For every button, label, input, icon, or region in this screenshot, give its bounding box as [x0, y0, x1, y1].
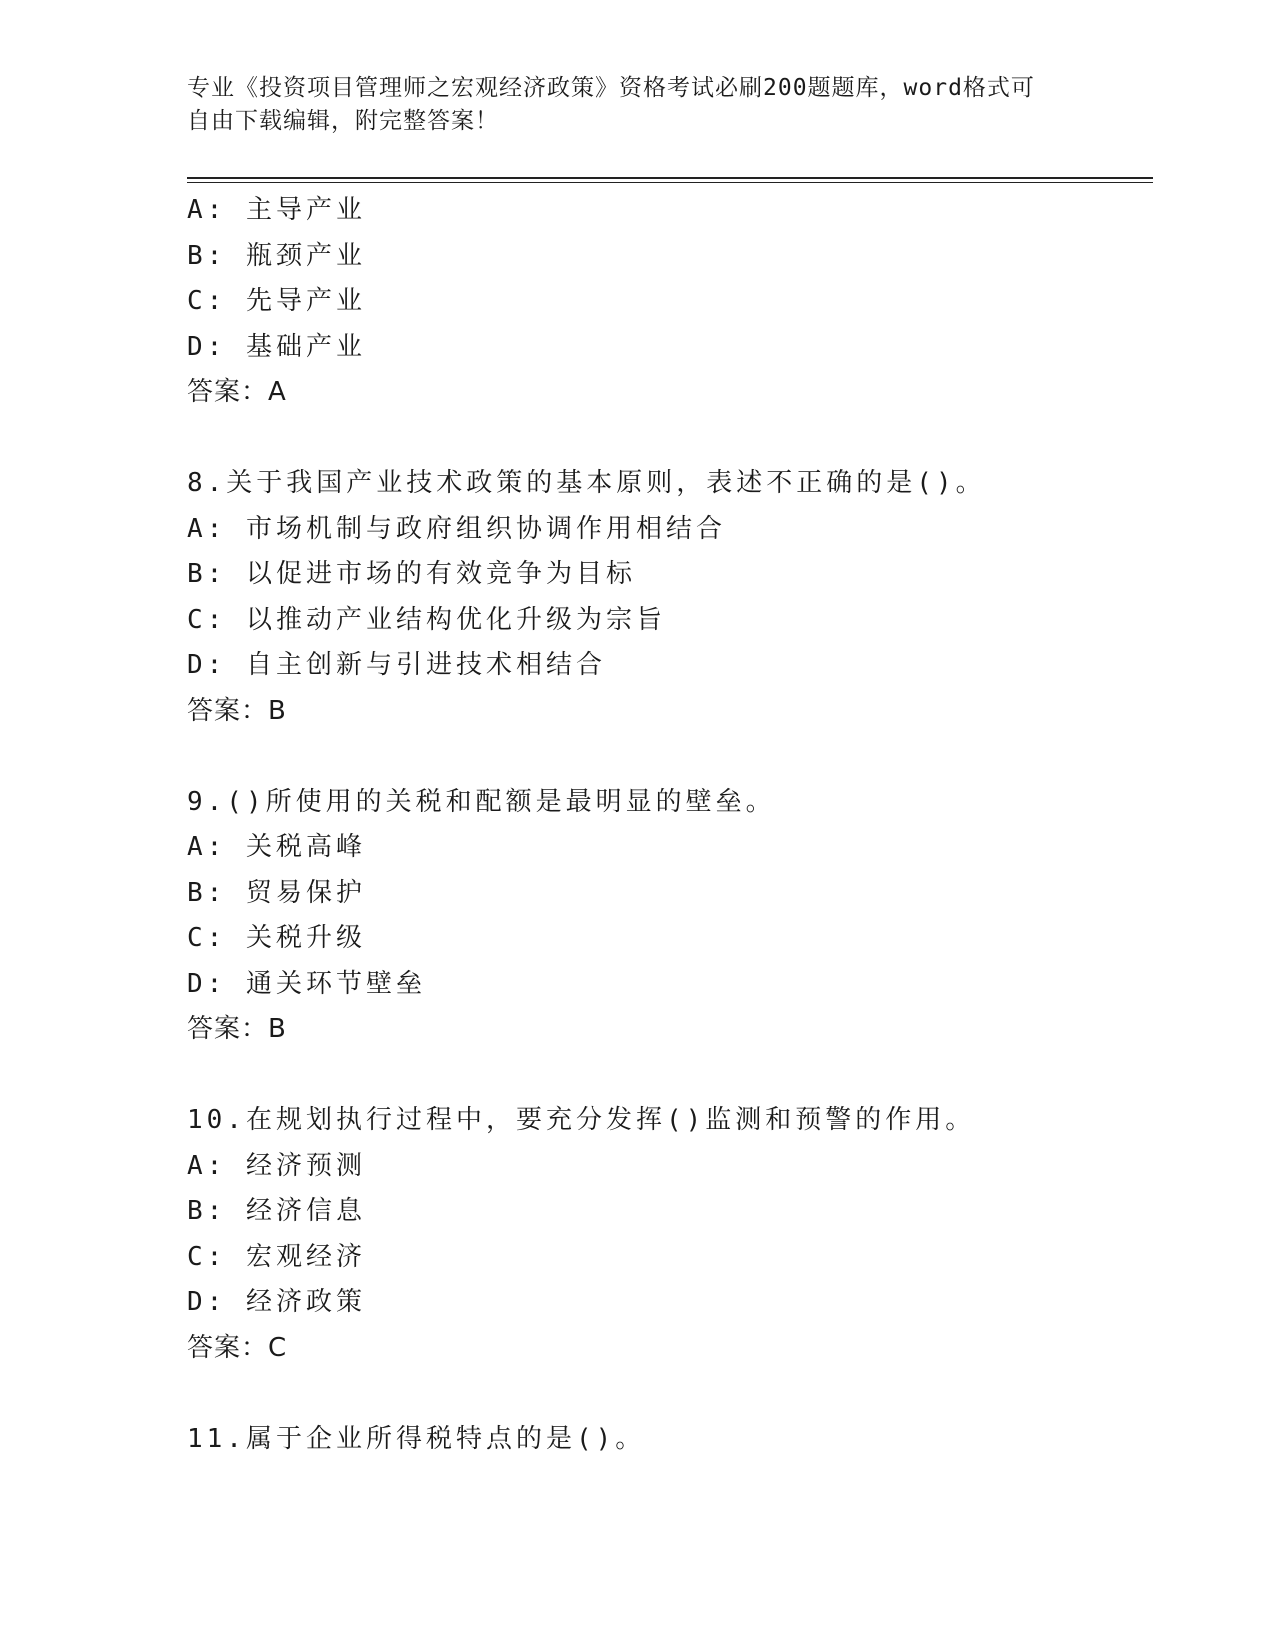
option-b: B: 贸易保护 [187, 877, 366, 908]
option-d: D: 通关环节壁垒 [187, 968, 426, 999]
question-10 [187, 1098, 1147, 1371]
question-list [187, 188, 1147, 1462]
option-b: B: 瓶颈产业 [187, 240, 366, 271]
question-11 [187, 1417, 1147, 1463]
spacer [187, 734, 1147, 780]
question-text: 11.属于企业所得税特点的是()。 [187, 1423, 646, 1454]
option-b: B: 以促进市场的有效竞争为目标 [187, 559, 636, 589]
answer: 答案：A [187, 377, 287, 407]
question-text: 10.在规划执行过程中，要充分发挥()监测和预警的作用。 [187, 1105, 976, 1135]
option-d: D: 经济政策 [187, 1287, 366, 1317]
header-line-2: 自由下载编辑，附完整答案！ [187, 108, 499, 134]
option-b: B: 经济信息 [187, 1196, 366, 1226]
option-c: C: 以推动产业结构优化升级为宗旨 [187, 604, 666, 635]
header-divider-thin [187, 182, 1153, 183]
option-a: A: 主导产业 [187, 195, 366, 225]
option-c: C: 宏观经济 [187, 1241, 366, 1272]
spacer [187, 1053, 1147, 1099]
option-c: C: 先导产业 [187, 286, 366, 316]
document-header [187, 72, 1067, 138]
option-a: A: 关税高峰 [187, 832, 366, 862]
option-d: D: 基础产业 [187, 331, 366, 362]
option-a: A: 市场机制与政府组织协调作用相结合 [187, 513, 726, 544]
question-7 [187, 188, 1147, 416]
answer: 答案：B [187, 1014, 287, 1044]
option-a: A: 经济预测 [187, 1150, 366, 1181]
spacer [187, 416, 1147, 462]
answer: 答案：B [187, 695, 287, 726]
answer: 答案：C [187, 1332, 288, 1363]
question-9 [187, 780, 1147, 1053]
option-d: D: 自主创新与引进技术相结合 [187, 650, 606, 680]
option-c: C: 关税升级 [187, 923, 366, 953]
question-8 [187, 461, 1147, 734]
header-line-1: 专业《投资项目管理师之宏观经济政策》资格考试必刷200题题库，word格式可 [187, 75, 1035, 101]
question-text: 8.关于我国产业技术政策的基本原则，表述不正确的是()。 [187, 468, 986, 498]
spacer [187, 1371, 1147, 1417]
question-text: 9.()所使用的关税和配额是最明显的壁垒。 [187, 786, 776, 817]
header-divider-thick [187, 177, 1153, 179]
